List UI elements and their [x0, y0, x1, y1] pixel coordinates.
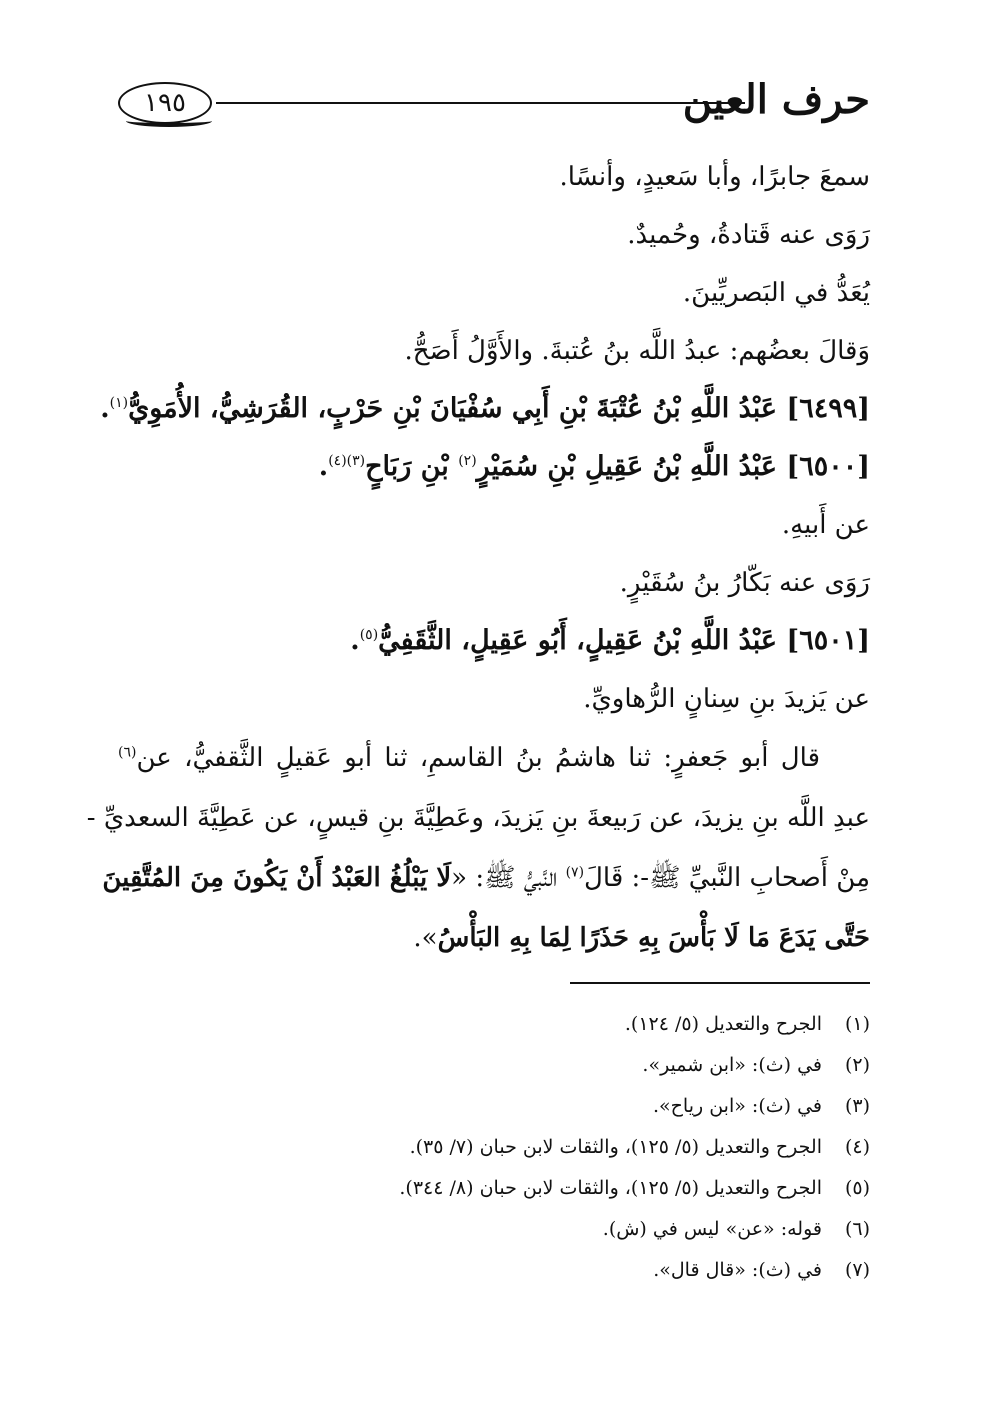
footnote-number: (٤) [844, 1136, 870, 1158]
entry-end: . [318, 451, 329, 482]
footnote-text: في (ث): «قال قال». [653, 1259, 822, 1281]
entry-name-cont: بْنِ رَبَاحٍ [365, 451, 459, 482]
hadith-line-1 [118, 728, 870, 788]
hadith-line-4 [118, 908, 870, 968]
hadith-text: ». [413, 923, 438, 953]
entry-heading-6499 [100, 380, 870, 438]
footnote-text: في (ث): «ابن رياح». [653, 1095, 822, 1117]
footnote-text: الجرح والتعديل (٥/ ١٢٤). [624, 1013, 822, 1035]
running-head: حرف العين [682, 76, 870, 123]
page-header [118, 72, 870, 132]
footnote-number: (٦) [844, 1218, 870, 1240]
footnote-text: الجرح والتعديل (٥/ ١٢٥)، والثقات لابن حبان (٧/ ٣٥). [409, 1136, 822, 1158]
entry-end: . [350, 625, 360, 656]
entry-heading-6500 [118, 438, 870, 496]
footnote [118, 1045, 870, 1086]
footnote [118, 1127, 870, 1168]
hadith-text: مِنْ أَصحابِ النَّبيِّ ﷺ-: قَالَ [584, 863, 870, 893]
footnotes [118, 1004, 870, 1291]
footnote-number: (٢) [844, 1054, 870, 1076]
footnote-text: قوله: «عن» ليس في (ش). [602, 1218, 822, 1240]
footnote-rule [570, 982, 870, 984]
footnote-number: (٥) [844, 1177, 870, 1199]
footnote-ref: (٦) [118, 744, 137, 761]
text-line: رَوَى عنه بَكّارُ بنُ سُقَيْرٍ. [619, 568, 870, 598]
footnote-ref: (١) [109, 395, 129, 411]
footnote [118, 1086, 870, 1127]
footnote [118, 1168, 870, 1209]
footnote-text: الجرح والتعديل (٥/ ١٢٥)، والثقات لابن حبان (٨/ ٣٤٤). [399, 1177, 822, 1199]
entry-name: [٦٥٠٠] عَبْدُ اللَّهِ بْنُ عَقِيلِ بْنِ سُمَيْرٍ [476, 451, 870, 482]
footnote-number: (٣) [844, 1095, 870, 1117]
footnote-ref: (٢) [458, 453, 477, 469]
footnote-ref: (٣)(٤) [328, 453, 366, 469]
entry-name: [٦٥٠١] عَبْدُ اللَّهِ بْنُ عَقِيلٍ، أَبُو عَقِيلٍ، الثَّقَفِيُّ [378, 625, 870, 656]
entry-heading-6501 [118, 612, 870, 670]
text-line: رَوَى عنه قَتادةُ، وحُميدٌ. [627, 220, 870, 250]
footnote [118, 1209, 870, 1250]
hadith-text: قال أبو جَعفرٍ: ثنا هاشمُ بنُ القاسمِ، ثنا أبو عَقيلٍ الثَّقفيُّ، عن [136, 743, 820, 773]
footnote-ref: (٥) [359, 627, 379, 643]
footnote [118, 1004, 870, 1045]
footnote-number: (٧) [844, 1259, 870, 1281]
text-line: وَقالَ بعضُهم: عبدُ اللَّه بنُ عُتبةَ. والأَوَّلُ أَصَحُّ. [404, 336, 870, 366]
text-line: عن أَبيهِ. [781, 510, 870, 540]
hadith-line-2: عبدِ اللَّه بنِ يزيدَ، عن رَبيعةَ بنِ يَزيدَ، وعَطِيَّةَ بنِ قيسٍ، عن عَطِيَّةَ السعديِّ - [86, 803, 870, 833]
hadith-line-3 [102, 848, 870, 908]
footnote [118, 1250, 870, 1291]
page-number: ١٩٥ [118, 82, 212, 124]
text-line: عن يَزيدَ بنِ سِنانٍ الرُّهاويِّ. [583, 684, 870, 714]
text-line: سمعَ جابرًا، وأبا سَعيدٍ، وأنسًا. [559, 162, 870, 192]
footnote-ref: (٧) [565, 864, 585, 881]
hadith-matn: حَتَّى يَدَعَ مَا لَا بَأْسَ بِهِ حَذَرًا لِمَا بِهِ البَأْسُ [437, 923, 870, 953]
hadith-matn: لَا يَبْلُغُ العَبْدُ أَنْ يَكُونَ مِنَ المُتَّقِينَ [102, 863, 452, 893]
entry-name: [٦٤٩٩] عَبْدُ اللَّهِ بْنُ عُتْبَةَ بْنِ أَبِي سُفْيَانَ بْنِ حَرْبٍ، القُرَشِيُّ، الأُمَوِيُّ [128, 393, 870, 424]
text-line: يُعَدُّ في البَصريِّينَ. [682, 278, 870, 308]
footnote-text: في (ث): «ابن شمير». [642, 1054, 822, 1076]
footnote-number: (١) [844, 1013, 870, 1035]
hadith-text: النَّبيُّ ﷺ: « [451, 863, 566, 893]
main-text [86, 148, 870, 968]
header-rule [216, 102, 745, 104]
entry-end: . [100, 393, 110, 424]
